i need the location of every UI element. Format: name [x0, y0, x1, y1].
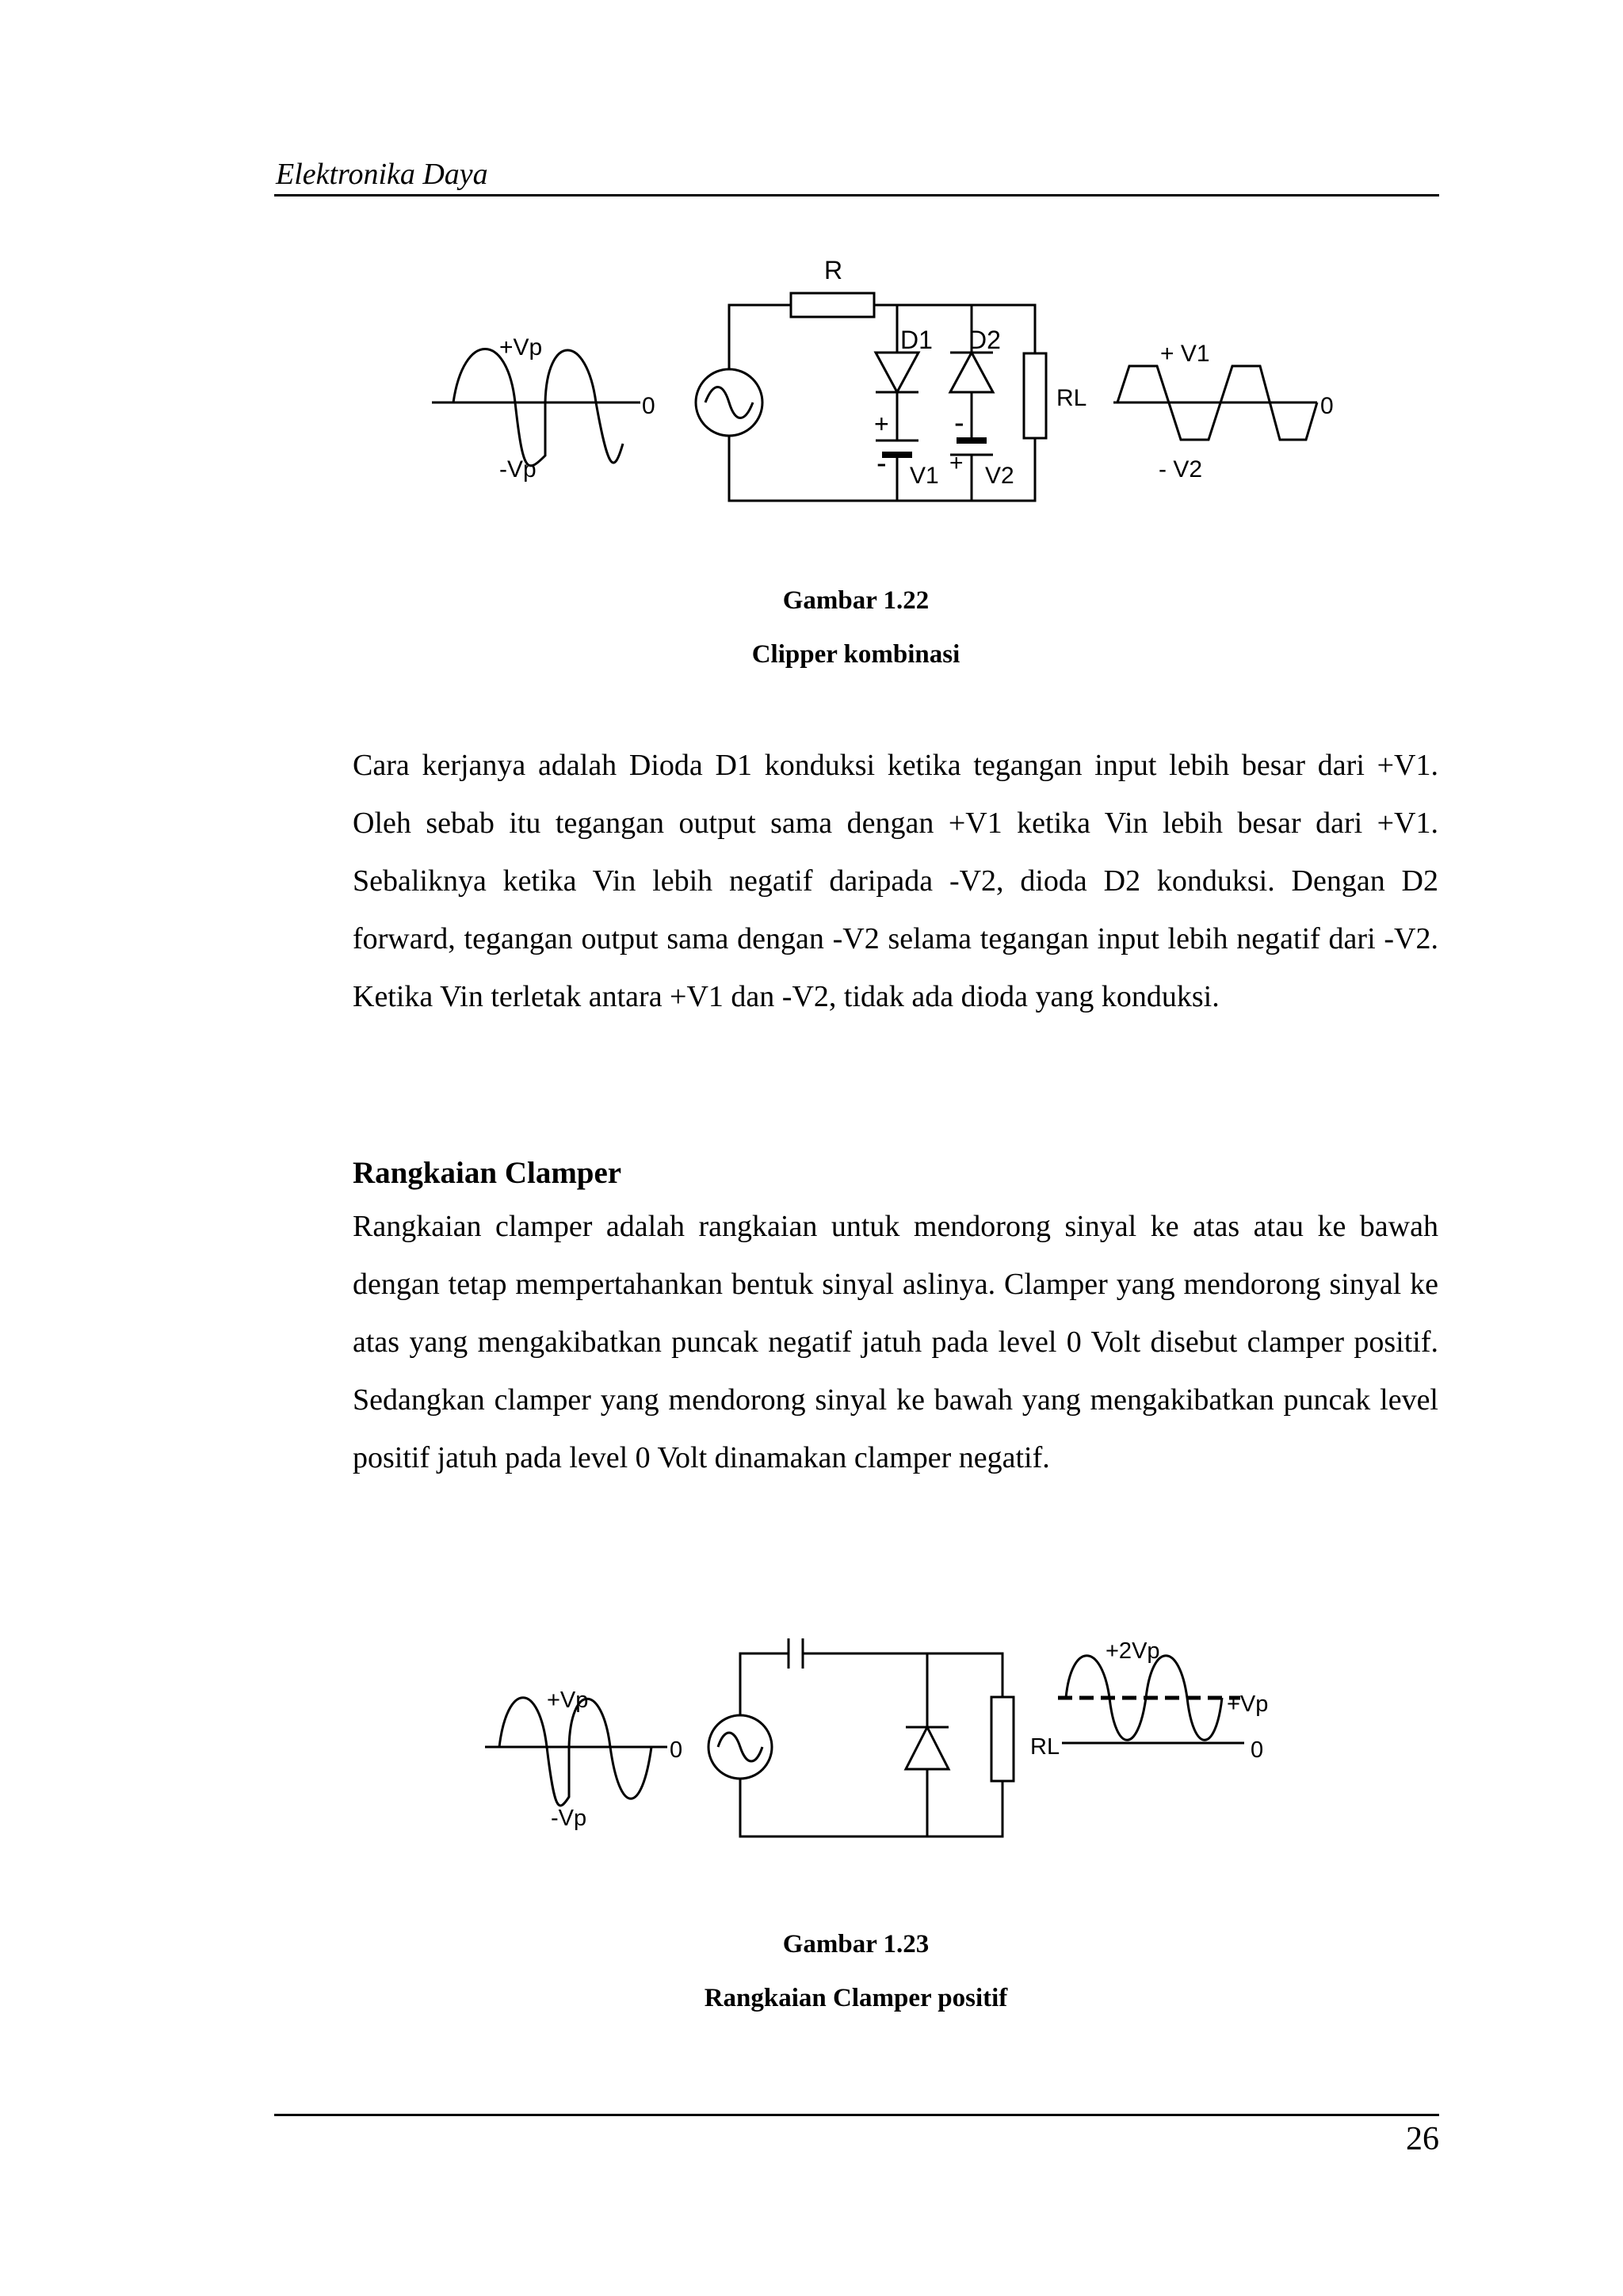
figure1-caption-number: Gambar 1.22 [782, 586, 930, 615]
footer-rule [274, 2114, 1439, 2116]
clamper-ac-source-symbol [718, 1733, 762, 1761]
label-clamper-output-zero: 0 [1251, 1737, 1264, 1763]
label-clamper-input-zero: 0 [670, 1737, 683, 1763]
clamper-load-resistor-rl [991, 1697, 1014, 1781]
label-clamper-rl: RL [1030, 1734, 1060, 1760]
figure2-caption-title: Rangkaian Clamper positif [704, 1984, 1008, 2012]
label-clamper-output-vp: +Vp [1227, 1691, 1269, 1717]
label-battery-v2: V2 [985, 463, 1014, 489]
running-header-title: Elektronika Daya [276, 158, 488, 191]
label-clamper-input-pos: +Vp [547, 1688, 589, 1713]
label-output-v2: - V2 [1159, 456, 1203, 482]
label-battery-v2-minus: - [954, 406, 964, 440]
label-r: R [824, 256, 843, 284]
figure1-caption-title: Clipper kombinasi [751, 640, 960, 669]
label-output-v1: + V1 [1160, 341, 1210, 367]
figure2-caption-number: Gambar 1.23 [782, 1930, 930, 1958]
section-heading-clamper: Rangkaian Clamper [353, 1156, 622, 1190]
label-input-zero: 0 [642, 393, 655, 419]
paragraph-clipper-explanation: Cara kerjanya adalah Dioda D1 konduksi ketika tegangan input lebih besar dari +V1. Oleh sebab itu tegangan output sama dengan +V1 ketika Vin lebih besar dari +V1. Sebaliknya ketika Vin lebih negatif daripada -V2, dioda D2 konduksi. Dengan D2 forward, tegangan output sama dengan -V2 selama tegangan input lebih negatif dari -V2. Ketika Vin terletak antara +V1 dan -V2, tidak ada dioda yang konduksi. [353, 749, 1438, 1013]
label-battery-v1-plus: + [874, 410, 889, 438]
clamper-diode [906, 1727, 949, 1769]
paragraph-clamper-explanation: Rangkaian clamper adalah rangkaian untuk mendorong sinyal ke atas atau ke bawah dengan tetap mempertahankan bentuk sinyal aslinya. Clamper yang mendorong sinyal ke atas yang mengakibatkan puncak negatif jatuh pada level 0 Volt disebut clamper positif. Sedangkan clamper yang mendorong sinyal ke bawah yang mengakibatkan puncak level positif jatuh pada level 0 Volt dinamakan clamper negatif. [353, 1210, 1438, 1474]
label-rl: RL [1056, 385, 1087, 411]
label-input-neg-peak: -Vp [499, 456, 537, 482]
label-d1: D1 [900, 326, 933, 354]
label-d2: D2 [968, 326, 1001, 354]
label-clamper-output-2vp: +2Vp [1106, 1638, 1160, 1664]
page-number: 26 [1406, 2121, 1439, 2157]
label-input-pos-peak: +Vp [499, 334, 543, 360]
label-battery-v1: V1 [910, 463, 939, 489]
clamper-input-sine-wave [499, 1698, 651, 1806]
label-battery-v2-plus: + [949, 450, 964, 476]
label-clamper-input-neg: -Vp [551, 1806, 587, 1831]
label-output-zero: 0 [1320, 393, 1334, 419]
label-battery-v1-minus: - [876, 447, 887, 480]
